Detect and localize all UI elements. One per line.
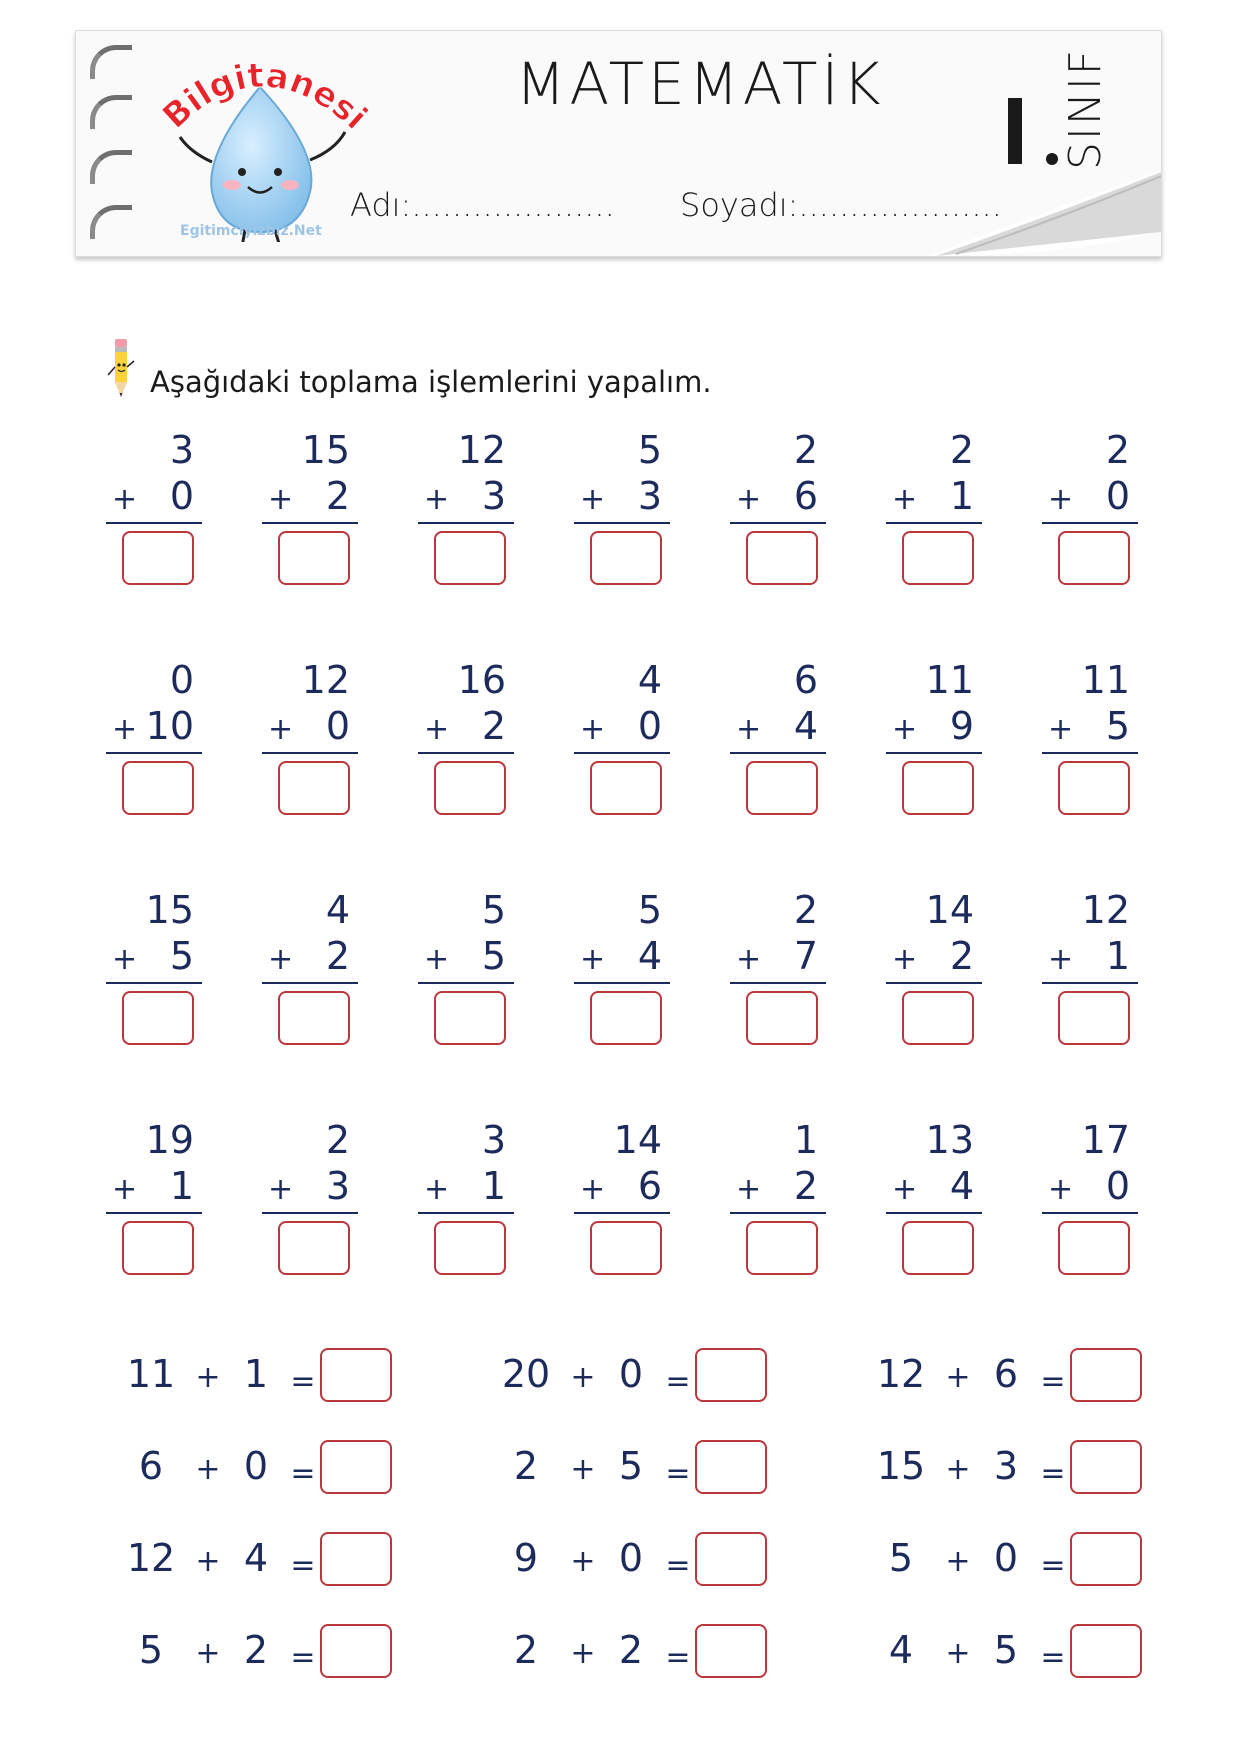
answer-box[interactable] [590, 761, 662, 815]
sum-line [262, 752, 358, 754]
addend-bottom: 0 [1105, 1164, 1130, 1208]
plus-sign: + [112, 942, 138, 977]
equals-sign: = [1040, 1456, 1066, 1491]
addend-bottom: 6 [793, 474, 818, 518]
plus-sign: + [892, 942, 918, 977]
answer-box[interactable] [746, 991, 818, 1045]
addend-bottom: 9 [949, 704, 974, 748]
addition-problem [730, 890, 826, 1050]
addend-top: 12 [457, 428, 506, 472]
plus-sign: + [736, 712, 762, 747]
addend-bottom: 1 [1105, 934, 1130, 978]
addition-problem [106, 1120, 202, 1280]
addend-bottom: 6 [637, 1164, 662, 1208]
sum-line [886, 1212, 982, 1214]
answer-box[interactable] [434, 531, 506, 585]
addition-problem [418, 890, 514, 1050]
addition-problem [1042, 430, 1138, 590]
addend-bottom: 5 [481, 934, 506, 978]
grade-number-one [1008, 98, 1022, 164]
plus-sign: + [268, 1172, 294, 1207]
addend-right: 1 [243, 1352, 269, 1396]
addition-problem [262, 1120, 358, 1280]
addend-left: 11 [126, 1352, 176, 1396]
answer-box[interactable] [695, 1532, 767, 1586]
addend-top: 5 [481, 888, 506, 932]
equals-sign: = [1040, 1640, 1066, 1675]
grade-label: SINIF [1060, 47, 1111, 170]
addend-top: 19 [145, 1118, 194, 1162]
addition-problem [418, 1120, 514, 1280]
equals-sign: = [290, 1456, 316, 1491]
answer-box[interactable] [1070, 1440, 1142, 1494]
sum-line [574, 752, 670, 754]
sum-line [730, 522, 826, 524]
plus-sign: + [580, 1172, 606, 1207]
addend-left: 9 [513, 1536, 539, 1580]
plus-sign: + [195, 1544, 221, 1579]
sum-line [730, 752, 826, 754]
addend-top: 14 [925, 888, 974, 932]
addend-bottom: 1 [949, 474, 974, 518]
logo-site-text: Egitimciyizbiz.Net [180, 223, 322, 239]
addend-right: 0 [993, 1536, 1019, 1580]
addend-bottom: 0 [325, 704, 350, 748]
addition-equation [495, 1624, 765, 1680]
addend-left: 5 [888, 1536, 914, 1580]
sum-line [886, 982, 982, 984]
answer-box[interactable] [278, 761, 350, 815]
addend-top: 12 [301, 658, 350, 702]
addition-problem [106, 660, 202, 820]
addition-problem [106, 890, 202, 1050]
plus-sign: + [1048, 482, 1074, 517]
binder-ring [90, 205, 132, 239]
plus-sign: + [570, 1452, 596, 1487]
answer-box[interactable] [1058, 531, 1130, 585]
plus-sign: + [1048, 942, 1074, 977]
plus-sign: + [268, 482, 294, 517]
answer-box[interactable] [1070, 1532, 1142, 1586]
answer-box[interactable] [902, 991, 974, 1045]
addend-right: 0 [243, 1444, 269, 1488]
plus-sign: + [268, 942, 294, 977]
binder-rings [90, 45, 140, 245]
addend-top: 2 [793, 888, 818, 932]
plus-sign: + [570, 1636, 596, 1671]
equals-sign: = [1040, 1364, 1066, 1399]
answer-box[interactable] [434, 761, 506, 815]
addition-equation [120, 1440, 390, 1496]
addend-left: 12 [876, 1352, 926, 1396]
addend-left: 20 [501, 1352, 551, 1396]
plus-sign: + [424, 942, 450, 977]
sum-line [418, 522, 514, 524]
sum-line [886, 752, 982, 754]
plus-sign: + [736, 942, 762, 977]
addend-left: 15 [876, 1444, 926, 1488]
addend-bottom: 2 [325, 934, 350, 978]
addition-problem [418, 660, 514, 820]
addend-right: 5 [618, 1444, 644, 1488]
addend-right: 2 [618, 1628, 644, 1672]
sum-line [1042, 752, 1138, 754]
addition-equation [495, 1532, 765, 1588]
addend-left: 5 [138, 1628, 164, 1672]
addition-problem [262, 430, 358, 590]
addend-top: 0 [169, 658, 194, 702]
addend-left: 2 [513, 1444, 539, 1488]
addend-top: 3 [481, 1118, 506, 1162]
answer-box[interactable] [695, 1624, 767, 1678]
addition-problem [1042, 1120, 1138, 1280]
answer-box[interactable] [320, 1440, 392, 1494]
addend-top: 16 [457, 658, 506, 702]
addend-top: 14 [613, 1118, 662, 1162]
addend-right: 6 [993, 1352, 1019, 1396]
addition-equation [120, 1532, 390, 1588]
addition-problem [418, 430, 514, 590]
addend-bottom: 0 [1105, 474, 1130, 518]
plus-sign: + [1048, 712, 1074, 747]
sum-line [262, 982, 358, 984]
addend-bottom: 10 [145, 704, 194, 748]
addend-bottom: 3 [637, 474, 662, 518]
sum-line [418, 1212, 514, 1214]
addend-left: 4 [888, 1628, 914, 1672]
addend-top: 2 [1105, 428, 1130, 472]
answer-box[interactable] [434, 1221, 506, 1275]
addition-problem [574, 890, 670, 1050]
addend-bottom: 5 [1105, 704, 1130, 748]
addend-bottom: 0 [169, 474, 194, 518]
addend-bottom: 4 [949, 1164, 974, 1208]
sum-line [262, 1212, 358, 1214]
addition-problem [886, 890, 982, 1050]
addend-top: 13 [925, 1118, 974, 1162]
addend-right: 5 [993, 1628, 1019, 1672]
addition-problem [730, 1120, 826, 1280]
equals-sign: = [665, 1640, 691, 1675]
addend-top: 5 [637, 428, 662, 472]
instruction-text: Aşağıdaki toplama işlemlerini yapalım. [150, 365, 712, 399]
addition-equation [120, 1624, 390, 1680]
equals-sign: = [290, 1640, 316, 1675]
answer-box[interactable] [1058, 761, 1130, 815]
grade-dot [1046, 153, 1058, 165]
sum-line [574, 982, 670, 984]
sum-line [1042, 982, 1138, 984]
plus-sign: + [945, 1636, 971, 1671]
plus-sign: + [424, 1172, 450, 1207]
answer-box[interactable] [1070, 1348, 1142, 1402]
sum-line [574, 1212, 670, 1214]
addend-bottom: 2 [481, 704, 506, 748]
sum-line [106, 1212, 202, 1214]
addend-top: 12 [1081, 888, 1130, 932]
addend-top: 5 [637, 888, 662, 932]
equals-sign: = [665, 1364, 691, 1399]
addend-left: 6 [138, 1444, 164, 1488]
plus-sign: + [892, 482, 918, 517]
addend-top: 11 [925, 658, 974, 702]
logo-water-drop-mascot [150, 42, 380, 242]
addend-right: 0 [618, 1536, 644, 1580]
addition-problem [730, 660, 826, 820]
plus-sign: + [736, 482, 762, 517]
answer-box[interactable] [746, 761, 818, 815]
logo-wordmark: Bilgitanesi [154, 55, 375, 138]
addend-right: 2 [243, 1628, 269, 1672]
plus-sign: + [892, 712, 918, 747]
addend-top: 4 [325, 888, 350, 932]
plus-sign: + [945, 1360, 971, 1395]
plus-sign: + [112, 712, 138, 747]
name-field[interactable]: Adı:.................... [350, 186, 615, 224]
addend-left: 12 [126, 1536, 176, 1580]
plus-sign: + [424, 712, 450, 747]
addend-right: 3 [993, 1444, 1019, 1488]
binder-ring [90, 150, 132, 184]
answer-box[interactable] [278, 531, 350, 585]
addend-right: 0 [618, 1352, 644, 1396]
answer-box[interactable] [590, 531, 662, 585]
addend-top: 2 [793, 428, 818, 472]
equals-sign: = [1040, 1548, 1066, 1583]
plus-sign: + [570, 1360, 596, 1395]
sum-line [886, 522, 982, 524]
equals-sign: = [665, 1456, 691, 1491]
answer-box[interactable] [320, 1624, 392, 1678]
answer-box[interactable] [695, 1440, 767, 1494]
addend-bottom: 5 [169, 934, 194, 978]
answer-box[interactable] [590, 991, 662, 1045]
answer-box[interactable] [122, 531, 194, 585]
binder-ring [90, 95, 132, 129]
sum-line [730, 982, 826, 984]
plus-sign: + [580, 482, 606, 517]
addition-problem [730, 430, 826, 590]
plus-sign: + [195, 1452, 221, 1487]
sum-line [418, 752, 514, 754]
sum-line [1042, 1212, 1138, 1214]
answer-box[interactable] [902, 1221, 974, 1275]
answer-box[interactable] [434, 991, 506, 1045]
sum-line [1042, 522, 1138, 524]
answer-box[interactable] [122, 1221, 194, 1275]
addend-bottom: 1 [481, 1164, 506, 1208]
addition-problem [574, 430, 670, 590]
plus-sign: + [268, 712, 294, 747]
addition-equation [495, 1440, 765, 1496]
addition-equation [870, 1348, 1140, 1404]
sum-line [106, 752, 202, 754]
plus-sign: + [112, 482, 138, 517]
addend-top: 15 [145, 888, 194, 932]
addition-equation [495, 1348, 765, 1404]
answer-box[interactable] [320, 1348, 392, 1402]
answer-box[interactable] [902, 531, 974, 585]
addend-bottom: 1 [169, 1164, 194, 1208]
plus-sign: + [580, 942, 606, 977]
plus-sign: + [892, 1172, 918, 1207]
addend-top: 2 [949, 428, 974, 472]
addition-problem [1042, 890, 1138, 1050]
plus-sign: + [424, 482, 450, 517]
plus-sign: + [112, 1172, 138, 1207]
pencil-icon [106, 337, 136, 403]
addition-problem [886, 430, 982, 590]
addition-problem [262, 890, 358, 1050]
addition-equation [870, 1624, 1140, 1680]
addend-right: 4 [243, 1536, 269, 1580]
equals-sign: = [290, 1548, 316, 1583]
surname-field[interactable]: Soyadı:.................... [680, 186, 1002, 224]
answer-box[interactable] [1070, 1624, 1142, 1678]
addend-bottom: 3 [325, 1164, 350, 1208]
sum-line [418, 982, 514, 984]
addend-bottom: 3 [481, 474, 506, 518]
addend-top: 3 [169, 428, 194, 472]
addend-bottom: 0 [637, 704, 662, 748]
plus-sign: + [945, 1452, 971, 1487]
binder-ring [90, 45, 132, 79]
answer-box[interactable] [278, 1221, 350, 1275]
plus-sign: + [195, 1360, 221, 1395]
answer-box[interactable] [278, 991, 350, 1045]
addend-top: 6 [793, 658, 818, 702]
addition-problem [1042, 660, 1138, 820]
addition-problem [886, 660, 982, 820]
addend-bottom: 2 [949, 934, 974, 978]
answer-box[interactable] [746, 531, 818, 585]
addition-equation [870, 1532, 1140, 1588]
answer-box[interactable] [1058, 991, 1130, 1045]
answer-box[interactable] [695, 1348, 767, 1402]
addition-problem [574, 660, 670, 820]
addend-top: 17 [1081, 1118, 1130, 1162]
answer-box[interactable] [590, 1221, 662, 1275]
answer-box[interactable] [1058, 1221, 1130, 1275]
addend-top: 15 [301, 428, 350, 472]
addend-top: 11 [1081, 658, 1130, 702]
answer-box[interactable] [320, 1532, 392, 1586]
answer-box[interactable] [902, 761, 974, 815]
addition-problem [886, 1120, 982, 1280]
answer-box[interactable] [746, 1221, 818, 1275]
addend-left: 2 [513, 1628, 539, 1672]
equals-sign: = [665, 1548, 691, 1583]
addition-equation [120, 1348, 390, 1404]
sum-line [730, 1212, 826, 1214]
answer-box[interactable] [122, 991, 194, 1045]
addition-problem [262, 660, 358, 820]
sum-line [106, 522, 202, 524]
addition-problem [574, 1120, 670, 1280]
addend-bottom: 4 [793, 704, 818, 748]
addend-bottom: 4 [637, 934, 662, 978]
sum-line [574, 522, 670, 524]
page-title: MATEMATİK [515, 50, 885, 118]
addend-top: 1 [793, 1118, 818, 1162]
addition-equation [870, 1440, 1140, 1496]
addend-bottom: 7 [793, 934, 818, 978]
addend-bottom: 2 [793, 1164, 818, 1208]
plus-sign: + [570, 1544, 596, 1579]
plus-sign: + [580, 712, 606, 747]
plus-sign: + [945, 1544, 971, 1579]
plus-sign: + [195, 1636, 221, 1671]
sum-line [262, 522, 358, 524]
sum-line [106, 982, 202, 984]
addend-top: 4 [637, 658, 662, 702]
addend-bottom: 2 [325, 474, 350, 518]
answer-box[interactable] [122, 761, 194, 815]
plus-sign: + [1048, 1172, 1074, 1207]
plus-sign: + [736, 1172, 762, 1207]
addend-top: 2 [325, 1118, 350, 1162]
addition-problem [106, 430, 202, 590]
equals-sign: = [290, 1364, 316, 1399]
